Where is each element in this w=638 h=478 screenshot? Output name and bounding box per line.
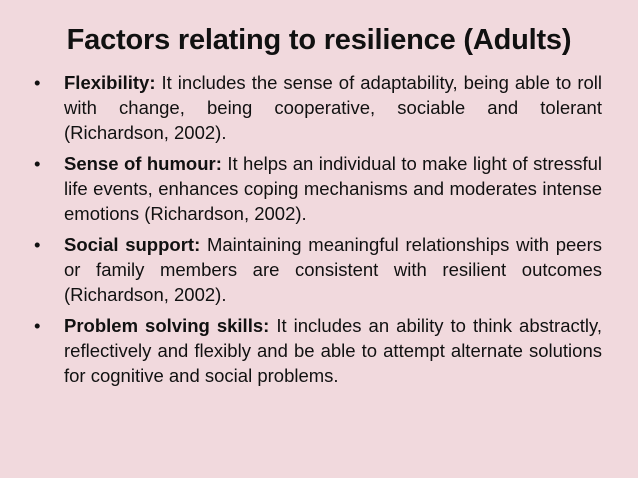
bullet-text: It includes the sense of adaptability, being able to roll with change, being cooperative, sociable and tolerant (Richardson, 2002). [64,72,602,143]
bullet-icon: • [34,153,41,174]
bullet-text: It includes an ability to think abstractly, reflectively and flexibly and be able to attempt alternate solutions for cognitive and social problems. [64,315,602,386]
bullet-term: Social support: [64,234,201,255]
bullet-item-social-support [34,232,602,307]
bullet-term: Flexibility: [64,72,156,93]
bullet-text: It helps an individual to make light of stressful life events, enhances coping mechanisms and moderates intense emotions (Richardson, 2002). [64,153,602,224]
bullet-icon: • [34,72,41,93]
bullet-item-problem-solving-skills [34,313,602,388]
slide-title: Factors relating to resilience (Adults) [66,24,572,56]
bullet-icon: • [34,234,41,255]
bullet-term: Sense of humour: [64,153,222,174]
bullet-list [34,70,602,394]
bullet-icon: • [34,315,41,336]
bullet-item-flexibility [34,70,602,145]
bullet-text: Maintaining meaningful relationships with peers or family members are consistent with resilient outcomes (Richardson, 2002). [64,234,602,305]
bullet-item-sense-of-humour [34,151,602,226]
bullet-term: Problem solving skills: [64,315,270,336]
